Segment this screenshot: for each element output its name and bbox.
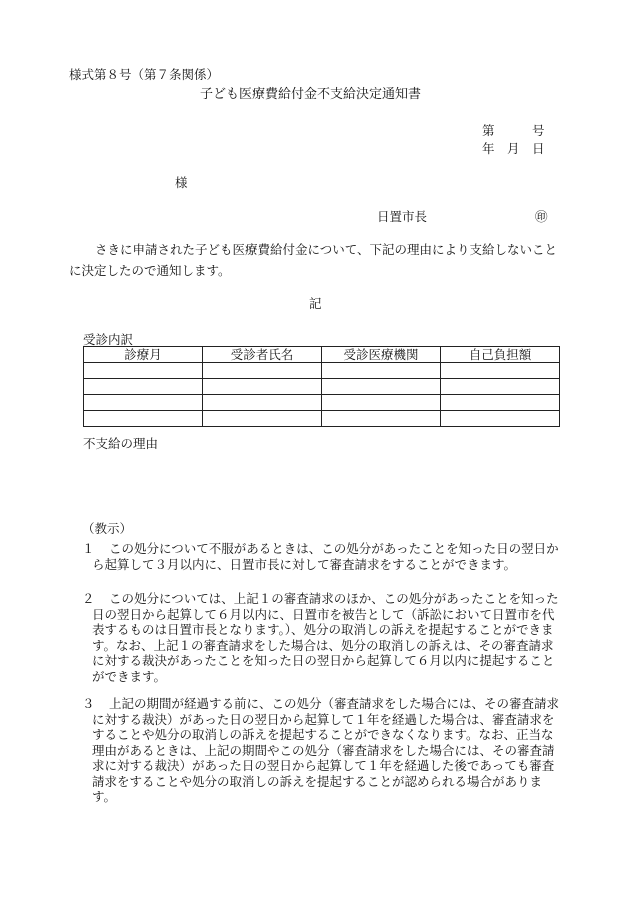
non-payment-reason-label: 不支給の理由 (83, 436, 159, 451)
table-cell (203, 379, 322, 395)
notice-item-text: この処分について不服があるときは、この処分があったことを知った日の翌日から起算して３月以内に、日置市長に対して審査請求をすることができます。 (92, 541, 559, 572)
notice-item (82, 591, 562, 684)
table-row (84, 363, 560, 379)
table-cell (322, 395, 441, 411)
column-header-medical-institution: 受診医療機関 (322, 347, 441, 363)
form-number: 様式第８号（第７条関係） (69, 67, 220, 82)
column-header-treatment-month: 診療月 (84, 347, 203, 363)
table-cell (441, 363, 560, 379)
seal-mark: ㊞ (535, 209, 548, 224)
notice-item-text: この処分については、上記１の審査請求のほか、この処分があったことを知った日の翌日から起算して６月以内に、日置市を被告として（訴訟において日置市を代表するものは日置市長となります。）、処分の取消しの訴えを提起することができます。なお、上記１の審査請求をした場合は、処分の取消しの訴えは、その審査請求に対する裁決があったことを知った日の翌日から起算して６月以内に提起することができます。 (92, 591, 559, 684)
table-header-row (84, 347, 560, 363)
document-title: 子ども医療費給付金不支給決定通知書 (200, 87, 422, 102)
table-cell (203, 395, 322, 411)
notification-body: さきに申請された子ども医療費給付金について、下記の理由により支給しないことに決定したので通知します。 (69, 242, 558, 278)
table-cell (441, 411, 560, 427)
table-cell (84, 379, 203, 395)
column-header-patient-name: 受診者氏名 (203, 347, 322, 363)
consultation-table (83, 346, 560, 427)
notice-item (82, 696, 562, 805)
table-cell (322, 379, 441, 395)
table-cell (84, 411, 203, 427)
notice-item-number: ３ (82, 696, 95, 711)
table-cell (322, 363, 441, 379)
notice-item-text: 上記の期間が経過する前に、この処分（審査請求をした場合には、その審査請求に対する裁決）があった日の翌日から起算して１年を経過した場合は、審査請求をすることや処分の取消しの訴えを提起することができなくなります。なお、正当な理由があるときは、上記の期間やこの処分（審査請求をした場合には、その審査請求に対する裁決）があった日の翌日から起算して１年を経過した後であっても審査請求をすることや処分の取消しの訴えを提起することが認められる場合があります。 (92, 696, 560, 804)
table-row (84, 379, 560, 395)
table-row (84, 395, 560, 411)
notice-item (82, 541, 562, 572)
notice-item-number: ２ (82, 591, 95, 606)
recipient-suffix: 様 (175, 175, 188, 190)
notice-heading: （教示） (82, 521, 133, 536)
issuer-name: 日置市長 (377, 209, 428, 224)
consultation-section-label: 受診内訳 (83, 332, 134, 347)
table-cell (203, 411, 322, 427)
table-cell (322, 411, 441, 427)
table-cell (441, 395, 560, 411)
table-cell (84, 395, 203, 411)
table-cell (441, 379, 560, 395)
notice-item-number: １ (82, 541, 95, 556)
table-cell (84, 363, 203, 379)
table-cell (203, 363, 322, 379)
column-header-copayment: 自己負担額 (441, 347, 560, 363)
document-date-label: 年 月 日 (482, 141, 545, 156)
table-row (84, 411, 560, 427)
document-number-label: 第 号 (482, 123, 545, 138)
ki-label: 記 (309, 296, 322, 311)
